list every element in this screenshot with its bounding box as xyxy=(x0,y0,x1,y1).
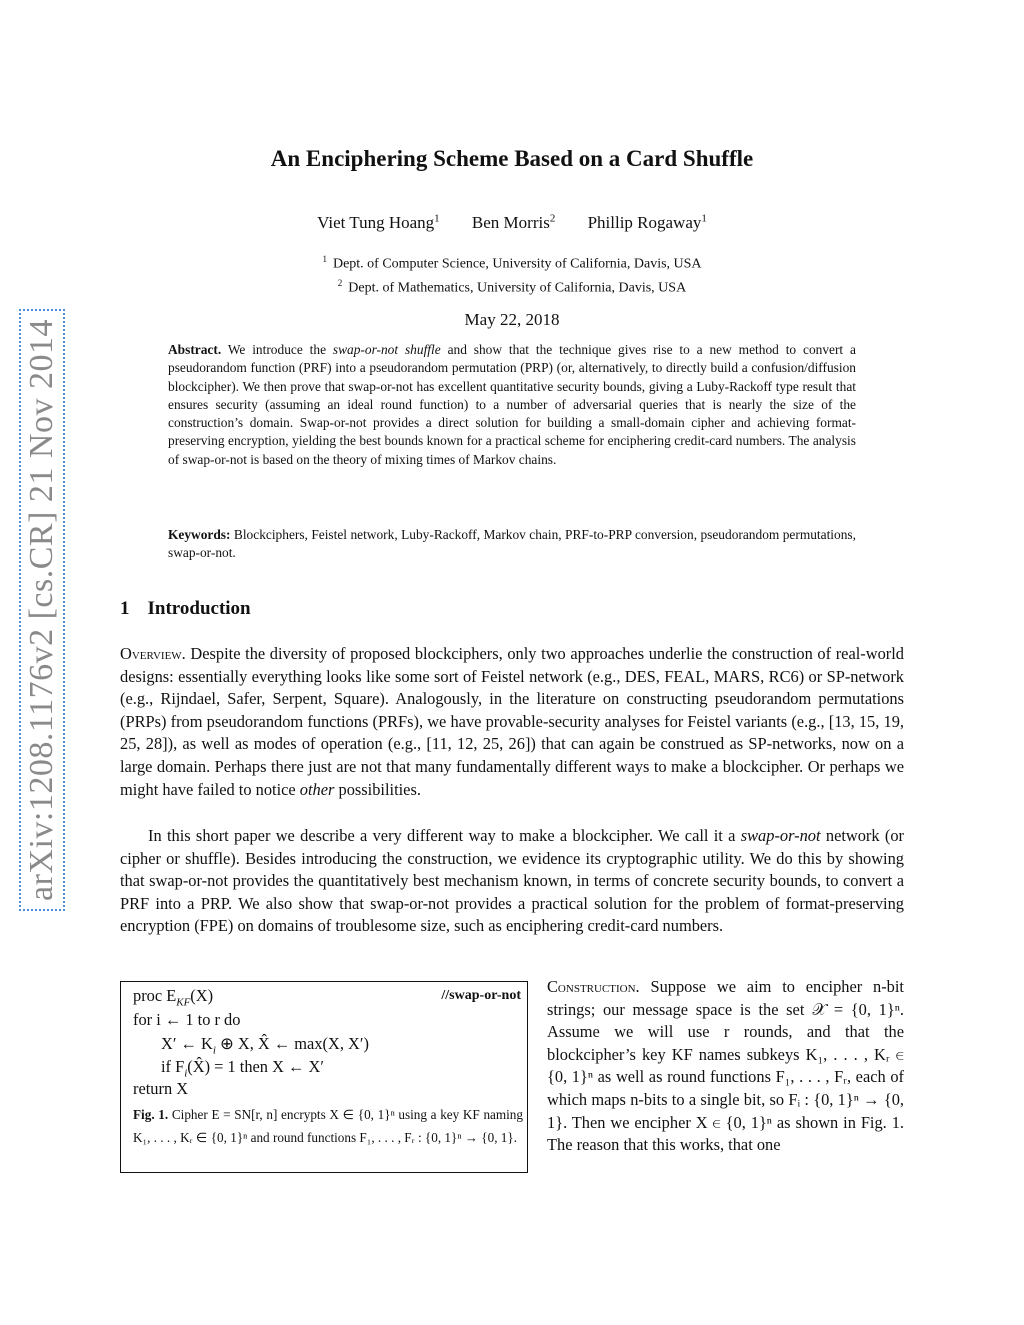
figure-caption xyxy=(133,1104,523,1149)
author-affil-mark: 2 xyxy=(549,212,556,224)
section-heading xyxy=(120,598,251,620)
algorithm-line: proc $E_{KF}(X)$ xyxy=(133,986,214,1009)
algorithm-line: for i ← 1 to r do xyxy=(133,1010,241,1029)
author xyxy=(317,213,440,232)
affiliation-mark: 2 xyxy=(337,277,343,288)
paper-title: An Enciphering Scheme Based on a Card Shuffle xyxy=(270,146,754,171)
abstract xyxy=(168,341,856,469)
construction-paragraph xyxy=(547,976,904,1157)
section-title: Introduction xyxy=(147,598,251,619)
keywords-text: Blockciphers, Feistel network, Luby-Rackoff, Markov chain, PRF-to-PRP conversion, pseudorandom permutations, swap-or-not. xyxy=(168,527,856,561)
paper-date: May 22, 2018 xyxy=(464,310,560,329)
paragraph-text: possibilities. xyxy=(338,779,421,799)
author-affil-mark: 1 xyxy=(701,212,707,224)
abstract-text: We introduce the xyxy=(227,342,327,357)
algorithm-figure xyxy=(120,981,528,1173)
abstract-text: and show that the technique gives rise to a new method to convert a pseudorandom function (PRF) into a pseudorandom permutation (PRP) (or, alternatively, to directly build a confusion/diffusion blockcipher). We then prove that swap-or-not has excellent quantitative security bounds, giving a Luby-Rackoff type result that ensures security (assuming an ideal round function) to a number of adversarial queries that is nearly the size of the construction’s domain. Swap-or-not provides a direct solution for building a small-domain cipher and achieving format-preserving encryption, yielding the best bounds known for a practical scheme for enciphering credit-card numbers. The analysis of swap-or-not is based on the theory of mixing times of Markov chains. xyxy=(168,342,856,467)
paragraph-text: Suppose we aim to encipher n-bit strings; our message space is the set 𝒳 = {0, 1}ⁿ. Assume we will use r rounds, and that the blockcipher’s key KF names subkeys K₁, . . . , Kᵣ ∈ {0, 1}ⁿ as well as round functions F₁, . . . , Fᵣ, each of which maps n-bits to a single bit, so Fᵢ : {0, 1}ⁿ → {0, 1}. Then we encipher X ∈ {0, 1}ⁿ as shown in Fig. 1. The reason that this works, that one xyxy=(547,977,904,1155)
algorithm-line: if $F_i(X̂) = 1$ then X ← X′ xyxy=(161,1057,324,1080)
arxiv-id: arXiv:1208.1176v2 [cs.CR] 21 Nov 2014 xyxy=(19,309,65,911)
algorithm-line: X′ ← $K_i$ ⊕ X, X̂ ← max(X, X′) xyxy=(161,1034,369,1057)
paragraph-text: network (or cipher or shuffle). Besides introducing the construction, we evidence its cryptographic utility. We do this by showing that swap-or-not provides the quantitatively best mechanism known, in terms of concrete security bounds, to convert a PRF into a PRP. We also show that swap-or-not provides a practical solution for the problem of format-preserving encryption (FPE) on domains of troublesome size, such as enciphering credit-card numbers. xyxy=(120,826,904,936)
section-number: 1 xyxy=(120,598,130,619)
affiliation xyxy=(0,274,1024,298)
author-list xyxy=(0,212,1024,233)
affiliation xyxy=(0,250,1024,274)
abstract-emphasis: swap-or-not shuffle xyxy=(332,342,441,357)
author xyxy=(472,213,555,232)
keywords-label: Keywords: xyxy=(168,527,231,542)
paragraph-emphasis: other xyxy=(299,779,335,799)
overview-paragraph xyxy=(120,643,904,801)
paragraph-text: In this short paper we describe a very different way to make a blockcipher. We call it a xyxy=(148,826,736,845)
affiliation-list xyxy=(0,250,1024,297)
paragraph-head: Construction. xyxy=(547,977,640,996)
keywords xyxy=(168,526,856,563)
author-name: Viet Tung Hoang xyxy=(317,212,435,232)
affiliation-mark: 1 xyxy=(322,254,327,264)
paragraph-emphasis: swap-or-not xyxy=(740,826,821,845)
author-name: Phillip Rogaway xyxy=(587,212,702,232)
author-name: Ben Morris xyxy=(471,212,550,232)
abstract-label: Abstract. xyxy=(168,342,222,357)
algorithm-line: return X xyxy=(133,1079,189,1098)
paragraph-text: Despite the diversity of proposed blockciphers, only two approaches underlie the construction of real-world designs: essentially everything looks like some sort of Feistel network (e.g., DES, FEAL, MARS, RC6) or SP-network (e.g., Rijndael, Safer, Serpent, Square). Analogously, in the literature on constructing pseudorandom permutations (PRPs) from pseudorandom functions (PRFs), we have provable-security analyses for Feistel variants (e.g., [13, 15, 19, 25, 28]), as well as modes of operation (e.g., [11, 12, 25, 26]) that can again be construed as SP-networks, now on a large domain. Perhaps there just are not that many fundamentally different ways to make a blockcipher. Or perhaps we might have failed to notice xyxy=(120,644,904,799)
author-affil-mark: 1 xyxy=(434,212,440,224)
figure-caption-text: Cipher E = SN[r, n] encrypts X ∈ {0, 1}ⁿ using a key KF naming K₁, . . . , Kᵣ ∈ {0, 1}ⁿ and round functions F₁, . . . , Fᵣ : {0, 1}ⁿ → {0, 1}. xyxy=(133,1107,523,1145)
algorithm-comment: //swap-or-not xyxy=(441,988,521,1003)
figure-label: Fig. 1. xyxy=(133,1107,169,1122)
author xyxy=(588,213,707,232)
arxiv-stamp xyxy=(18,320,66,900)
affiliation-text: Dept. of Mathematics, University of California, Davis, USA xyxy=(348,280,687,296)
paragraph-head: Overview. xyxy=(120,644,186,663)
affiliation-text: Dept. of Computer Science, University of California, Davis, USA xyxy=(332,256,702,272)
body-paragraph xyxy=(120,825,904,938)
